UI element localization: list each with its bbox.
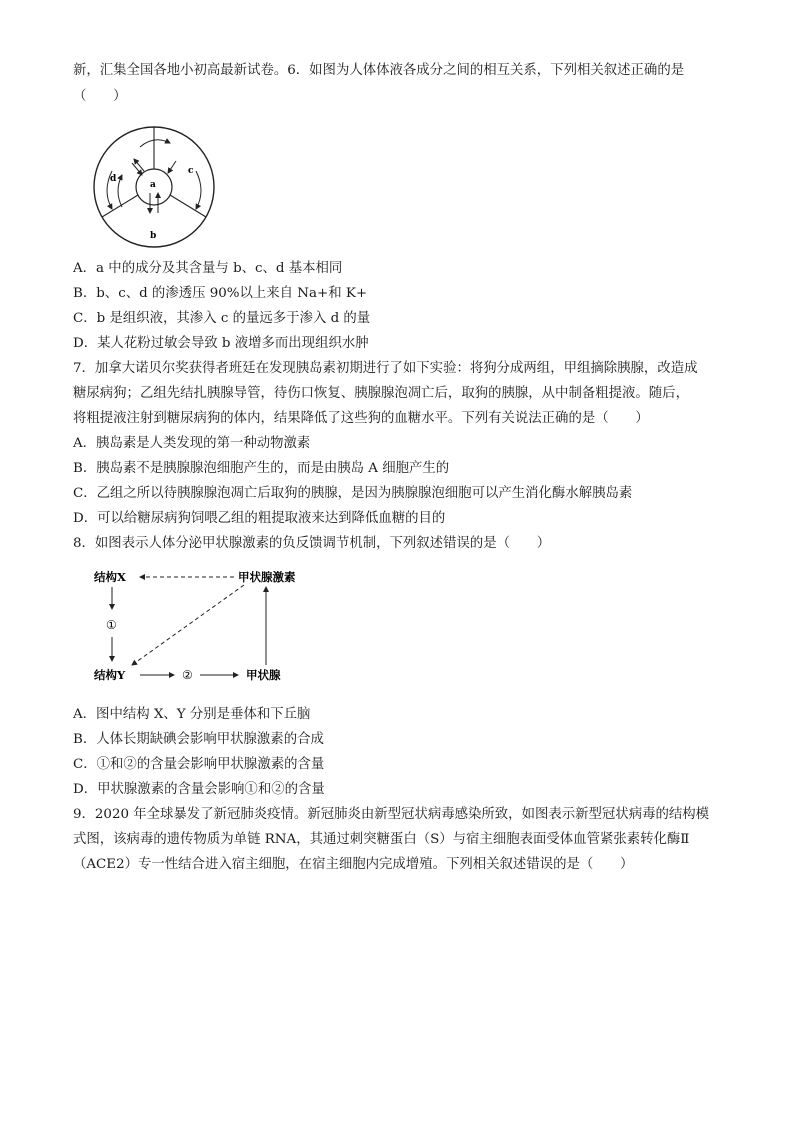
q6-option-a: A．a 中的成分及其含量与 b、c、d 基本相同 — [73, 261, 343, 276]
q7-stem-line2: 糖尿病狗；乙组先结扎胰腺导管，待伤口恢复、胰腺腺泡凋亡后，取狗的胰腺，从中制备粗提液。随后， — [73, 386, 689, 401]
q7-option-b: B．胰岛素不是胰腺腺泡细胞产生的，而是由胰岛 A 细胞产生的 — [73, 461, 450, 476]
node-thyroid-hormone: 甲状腺激素 — [238, 570, 296, 584]
q8-option-b: B．人体长期缺碘会影响甲状腺激素的合成 — [73, 732, 324, 747]
node-circle-2: ② — [182, 668, 193, 682]
label-c: c — [188, 166, 194, 176]
arrow-c-to-a — [168, 161, 176, 173]
q6-option-c: C．b 是组织液，其渗入 c 的量远多于渗入 d 的量 — [73, 311, 371, 326]
q6-option-d: D．某人花粉过敏会导致 b 液增多而出现组织水肿 — [73, 336, 369, 351]
q8-option-c: C．①和②的含量会影响甲状腺激素的含量 — [73, 757, 325, 772]
q9-stem-line2: 式图，该病毒的遗传物质为单链 RNA，其通过刺突糖蛋白（S）与宿主细胞表面受体血管紧张素转化酶Ⅱ — [73, 832, 690, 847]
node-structure-y: 结构Y — [94, 668, 126, 682]
q7-option-a: A．胰岛素是人类发现的第一种动物激素 — [73, 436, 311, 451]
arrow-hormone-to-y — [132, 585, 244, 665]
node-circle-1: ① — [106, 618, 117, 632]
arrow-a-to-d — [134, 159, 144, 171]
arrow-left-inner — [118, 175, 122, 207]
q6-stem-line1: 新，汇集全国各地小初高最新试卷。6．如图为人体体液各成分之间的相互关系，下列相关叙述正确的是 — [73, 63, 685, 78]
label-d: d — [110, 174, 117, 184]
q9-stem-line3: （ACE2）专一性结合进入宿主细胞，在宿主细胞内完成增殖。下列相关叙述错误的是（ ） — [73, 857, 634, 872]
arrow-d-to-a — [132, 163, 142, 175]
q7-option-c: C．乙组之所以待胰腺腺泡凋亡后取狗的胰腺，是因为胰腺腺泡细胞可以产生消化酶水解胰岛素 — [73, 486, 633, 501]
node-structure-x: 结构X — [94, 570, 126, 584]
label-a: a — [150, 180, 156, 190]
arrow-top — [140, 140, 170, 147]
thyroid-feedback-diagram — [92, 565, 302, 693]
body-fluid-diagram — [88, 125, 220, 249]
q8-option-d: D．甲状腺激素的含量会影响①和②的含量 — [73, 782, 325, 797]
q6-option-b: B．b、c、d 的渗透压 90%以上来自 Na+和 K+ — [73, 286, 368, 301]
arrow-right — [196, 171, 201, 209]
q6-stem-line2: （ ） — [73, 89, 127, 104]
label-b: b — [150, 231, 157, 241]
q8-option-a: A．图中结构 X、Y 分别是垂体和下丘脑 — [73, 707, 311, 722]
q7-stem-line1: 7．加拿大诺贝尔奖获得者班廷在发现胰岛素初期进行了如下实验：将狗分成两组，甲组摘除胰腺，改造成 — [73, 361, 698, 376]
q7-option-d: D．可以给糖尿病狗饲喂乙组的粗提取液来达到降低血糖的目的 — [73, 511, 446, 526]
q8-stem: 8．如图表示人体分泌甲状腺激素的负反馈调节机制，下列叙述错误的是（ ） — [73, 536, 551, 551]
q9-stem-line1: 9．2020 年全球暴发了新冠肺炎疫情。新冠肺炎由新型冠状病毒感染所致，如图表示新型冠状病毒的结构模 — [73, 807, 710, 822]
node-thyroid-gland: 甲状腺 — [246, 668, 281, 682]
q7-stem-line3: 将粗提液注射到糖尿病狗的体内，结果降低了这些狗的血糖水平。下列有关说法正确的是（ ） — [73, 411, 649, 426]
